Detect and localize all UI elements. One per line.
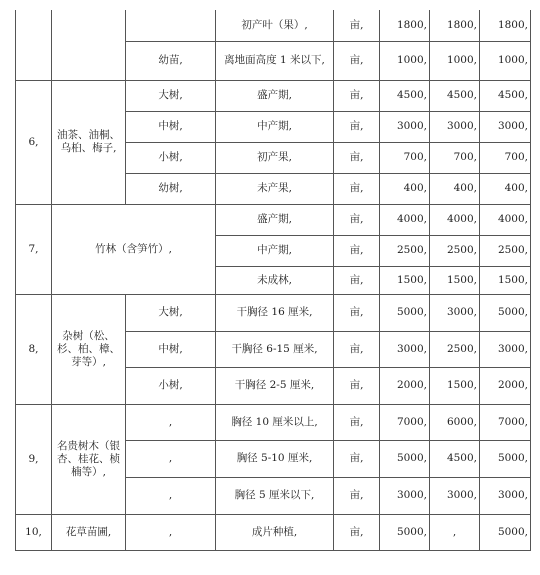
period-cell: 初产叶（果）, — [216, 10, 334, 41]
index-cell — [16, 10, 52, 80]
size-cell: 小树, — [126, 142, 216, 173]
size-cell: , — [126, 477, 216, 514]
value-cell: 1500, — [380, 266, 430, 294]
value-cell: 4000, — [480, 204, 531, 235]
unit-cell: 亩, — [334, 477, 380, 514]
value-cell: 2500, — [430, 331, 480, 367]
value-cell: 700, — [380, 142, 430, 173]
value-cell: 700, — [430, 142, 480, 173]
unit-cell: 亩, — [334, 111, 380, 142]
value-cell: 5000, — [380, 294, 430, 331]
value-cell: 1800, — [380, 10, 430, 41]
period-cell: 盛产期, — [216, 80, 334, 111]
value-cell: 3000, — [480, 331, 531, 367]
table-row — [16, 80, 531, 111]
unit-cell: 亩, — [334, 80, 380, 111]
value-cell: 2000, — [380, 367, 430, 404]
unit-cell: 亩, — [334, 404, 380, 440]
value-cell: 3000, — [380, 477, 430, 514]
table-row — [16, 294, 531, 331]
period-cell: 盛产期, — [216, 204, 334, 235]
compensation-table — [15, 10, 531, 551]
index-cell: 9, — [16, 404, 52, 514]
category-cell: 杂树（松、杉、柏、樟、芽等）, — [52, 294, 126, 404]
period-cell: 胸径 5-10 厘米, — [216, 440, 334, 477]
category-cell: 油茶、油桐、乌桕、梅子, — [52, 80, 126, 204]
index-cell: 6, — [16, 80, 52, 204]
value-cell: 4500, — [480, 80, 531, 111]
value-cell: 7000, — [480, 404, 531, 440]
unit-cell: 亩, — [334, 235, 380, 266]
unit-cell: 亩, — [334, 266, 380, 294]
value-cell: 5000, — [380, 440, 430, 477]
size-cell: 幼树, — [126, 173, 216, 204]
table-row — [16, 204, 531, 235]
unit-cell: 亩, — [334, 367, 380, 404]
value-cell: 700, — [480, 142, 531, 173]
period-cell: 成片种植, — [216, 514, 334, 550]
value-cell: 1000, — [430, 41, 480, 80]
value-cell: , — [430, 514, 480, 550]
value-cell: 3000, — [430, 111, 480, 142]
unit-cell: 亩, — [334, 514, 380, 550]
period-cell: 离地面高度 1 米以下, — [216, 41, 334, 80]
size-cell: 中树, — [126, 111, 216, 142]
value-cell: 6000, — [430, 404, 480, 440]
period-cell: 胸径 10 厘米以上, — [216, 404, 334, 440]
value-cell: 1000, — [480, 41, 531, 80]
value-cell: 4500, — [430, 80, 480, 111]
unit-cell: 亩, — [334, 440, 380, 477]
value-cell: 3000, — [480, 111, 531, 142]
value-cell: 1800, — [430, 10, 480, 41]
unit-cell: 亩, — [334, 173, 380, 204]
value-cell: 3000, — [430, 477, 480, 514]
value-cell: 1500, — [430, 266, 480, 294]
value-cell: 1500, — [480, 266, 531, 294]
unit-cell: 亩, — [334, 41, 380, 80]
value-cell: 2000, — [480, 367, 531, 404]
period-cell: 中产期, — [216, 111, 334, 142]
period-cell: 未产果, — [216, 173, 334, 204]
value-cell: 4500, — [380, 80, 430, 111]
value-cell: 4000, — [430, 204, 480, 235]
table-row — [16, 514, 531, 550]
value-cell: 400, — [430, 173, 480, 204]
index-cell: 8, — [16, 294, 52, 404]
value-cell: 2500, — [480, 235, 531, 266]
unit-cell: 亩, — [334, 294, 380, 331]
index-cell: 7, — [16, 204, 52, 294]
period-cell: 干胸径 16 厘米, — [216, 294, 334, 331]
period-cell: 胸径 5 厘米以下, — [216, 477, 334, 514]
value-cell: 1500, — [430, 367, 480, 404]
value-cell: 5000, — [480, 514, 531, 550]
unit-cell: 亩, — [334, 331, 380, 367]
value-cell: 3000, — [380, 111, 430, 142]
value-cell: 5000, — [480, 294, 531, 331]
value-cell: 2500, — [430, 235, 480, 266]
value-cell: 2500, — [380, 235, 430, 266]
size-cell — [126, 10, 216, 41]
value-cell: 400, — [480, 173, 531, 204]
size-cell: 中树, — [126, 331, 216, 367]
value-cell: 5000, — [380, 514, 430, 550]
size-cell: 大树, — [126, 80, 216, 111]
value-cell: 400, — [380, 173, 430, 204]
period-cell: 干胸径 2-5 厘米, — [216, 367, 334, 404]
size-cell: , — [126, 404, 216, 440]
unit-cell: 亩, — [334, 10, 380, 41]
value-cell: 1800, — [480, 10, 531, 41]
table-row — [16, 10, 531, 41]
category-cell: 竹林（含笋竹）, — [52, 204, 216, 294]
category-cell: 花草苗圃, — [52, 514, 126, 550]
index-cell: 10, — [16, 514, 52, 550]
unit-cell: 亩, — [334, 204, 380, 235]
period-cell: 初产果, — [216, 142, 334, 173]
table-row — [16, 404, 531, 440]
size-cell: 大树, — [126, 294, 216, 331]
period-cell: 干胸径 6-15 厘米, — [216, 331, 334, 367]
size-cell: 小树, — [126, 367, 216, 404]
value-cell: 3000, — [480, 477, 531, 514]
value-cell: 1000, — [380, 41, 430, 80]
value-cell: 3000, — [430, 294, 480, 331]
size-cell: 幼苗, — [126, 41, 216, 80]
value-cell: 3000, — [380, 331, 430, 367]
period-cell: 中产期, — [216, 235, 334, 266]
value-cell: 5000, — [480, 440, 531, 477]
value-cell: 4500, — [430, 440, 480, 477]
category-cell: 名贵树木（银杏、桂花、桢楠等）, — [52, 404, 126, 514]
size-cell: , — [126, 514, 216, 550]
size-cell: , — [126, 440, 216, 477]
value-cell: 7000, — [380, 404, 430, 440]
value-cell: 4000, — [380, 204, 430, 235]
unit-cell: 亩, — [334, 142, 380, 173]
period-cell: 未成林, — [216, 266, 334, 294]
category-cell — [52, 10, 126, 80]
